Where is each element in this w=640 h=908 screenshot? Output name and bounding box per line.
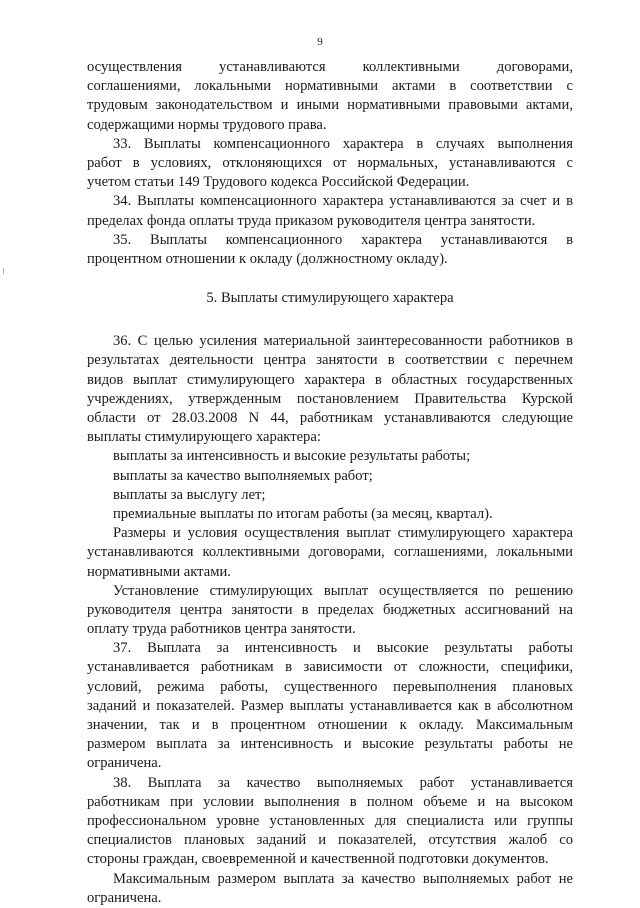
- paragraph: [87, 332, 573, 447]
- text-line: 34. Выплаты компенсационного характера устанавливаются за счет и в: [113, 193, 573, 210]
- text-line: условий, режима работы, существенного перевыполнения плановых: [87, 678, 573, 695]
- paragraph: [87, 582, 573, 640]
- text-line: Максимальным размером выплата за качество выполняемых работ не: [113, 870, 573, 887]
- text-line: Установление стимулирующих выплат осуществляется по решению: [113, 582, 573, 599]
- text-line: выплаты стимулирующего характера:: [87, 429, 321, 446]
- text-line: соглашениями, локальными нормативными актами в соответствии с: [87, 78, 573, 95]
- paragraph: [87, 524, 573, 582]
- document-body: [87, 58, 573, 908]
- text-line: учреждениях, утвержденным постановлением Правительства Курской: [87, 390, 573, 407]
- text-line: значении, так и в процентном отношении к окладу. Максимальным: [87, 717, 573, 733]
- section-heading: 5. Выплаты стимулирующего характера: [206, 290, 454, 307]
- text-line: оплату труда работников центра занятости.: [87, 621, 356, 638]
- paragraph: [87, 870, 573, 908]
- text-line: 35. Выплаты компенсационного характера устанавливаются в: [113, 231, 573, 248]
- text-line: осуществления устанавливаются коллективными договорами,: [87, 59, 573, 75]
- text-line: стороны граждан, своевременной и качественной подготовки документов.: [87, 851, 549, 868]
- text-line: руководителя центра занятости в пределах бюджетных ассигнований на: [87, 601, 573, 618]
- text-line: ограничена.: [87, 889, 162, 906]
- text-line: результатах деятельности центра занятости в соответствии с перечнем: [87, 352, 573, 369]
- text-line: видов выплат стимулирующего характера в областных государственных: [87, 371, 573, 388]
- list-item: премиальные выплаты по итогам работы (за месяц, квартал).: [113, 505, 493, 522]
- paragraph: [87, 774, 573, 870]
- text-line: Размеры и условия осуществления выплат стимулирующего характера: [113, 525, 573, 542]
- list-item: выплаты за выслугу лет;: [113, 486, 266, 503]
- paragraph: [87, 58, 573, 135]
- text-line: специалистов плановых заданий и показателей, отсутствия жалоб со: [87, 832, 573, 849]
- paragraph: [87, 135, 573, 193]
- text-line: области от 28.03.2008 N 44, работникам устанавливаются следующие: [87, 410, 573, 426]
- list-item: выплаты за интенсивность и высокие результаты работы;: [113, 448, 471, 465]
- text-line: содержащими нормы трудового права.: [87, 116, 327, 133]
- text-line: 38. Выплата за качество выполняемых работ устанавливается: [113, 774, 573, 791]
- text-line: 37. Выплата за интенсивность и высокие результаты работы: [113, 640, 573, 657]
- payment-list: [87, 447, 573, 524]
- paragraph: [87, 192, 573, 230]
- text-line: устанавливается работникам в зависимости от сложности, специфики,: [87, 659, 573, 676]
- text-line: работ в условиях, отклоняющихся от нормальных, устанавливаются с: [87, 154, 573, 171]
- text-line: заданий и показателей. Размер выплаты устанавливается как в абсолютном: [87, 697, 573, 714]
- text-line: пределах фонда оплаты труда приказом руководителя центра занятости.: [87, 212, 536, 229]
- paragraph: [87, 231, 573, 269]
- text-line: устанавливаются коллективными договорами, соглашениями, локальными: [87, 544, 573, 561]
- margin-mark: [3, 268, 4, 274]
- list-item: выплаты за качество выполняемых работ;: [113, 467, 373, 484]
- paragraph: [87, 639, 573, 773]
- text-line: размером выплата за интенсивность и высокие результаты работы не: [87, 736, 573, 753]
- page-number: 9: [317, 36, 323, 48]
- text-line: работникам при условии выполнения в полном объеме и на высоком: [87, 793, 573, 810]
- text-line: 36. С целью усиления материальной заинтересованности работников в: [113, 333, 573, 350]
- text-line: профессиональном уровне установленных для специалиста или группы: [87, 812, 573, 829]
- text-line: процентном отношении к окладу (должностному окладу).: [87, 250, 448, 267]
- text-line: нормативными актами.: [87, 563, 231, 580]
- text-line: ограничена.: [87, 755, 162, 772]
- text-line: 33. Выплаты компенсационного характера в случаях выполнения: [113, 135, 573, 152]
- text-line: трудовым законодательством и иными нормативными правовыми актами,: [87, 97, 573, 114]
- text-line: учетом статьи 149 Трудового кодекса Российской Федерации.: [87, 174, 470, 191]
